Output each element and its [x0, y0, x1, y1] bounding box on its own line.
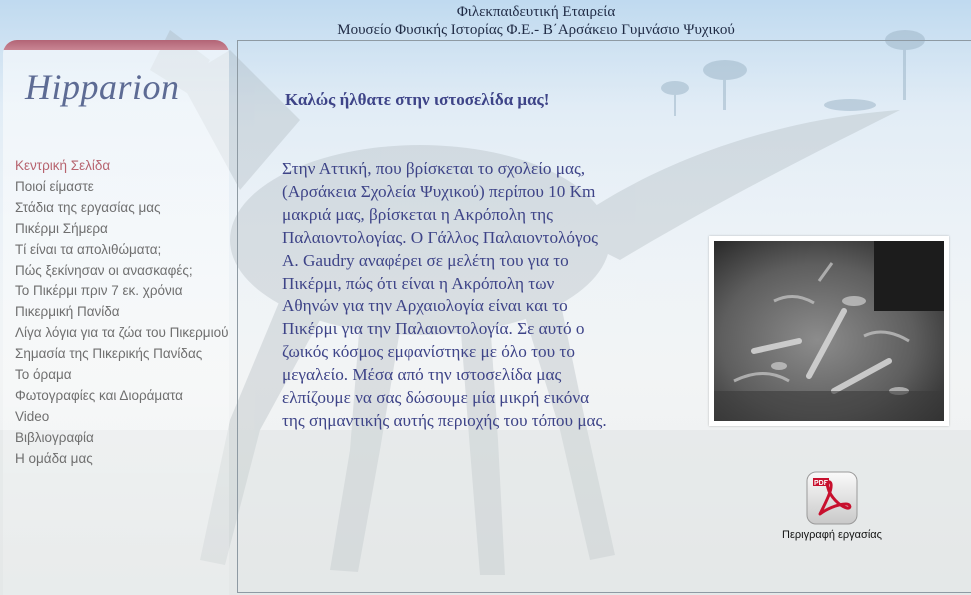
- nav-item-vision[interactable]: Το όραμα: [15, 367, 72, 383]
- nav-item-our-team[interactable]: Η ομάδα μας: [15, 450, 93, 466]
- site-logo[interactable]: Hipparion: [25, 67, 180, 107]
- intro-paragraph: Στην Αττική, που βρίσκεται το σχολείο μας, (Αρσάκεια Σχολεία Ψυχικού) περίπου 10 Km μακριά μας, βρίσκεται η Ακρόπολη της Παλαιοντολογίας. Ο Γάλλος Παλαιοντολόγος Α. Gaudry αναφέρει σε μελέτη του για το Πικέρμι, πώς ότι είναι η Ακρόπολη των Αθηνών για την Αρχαιολογία είναι και το Πικέρμι για την Παλαιοντολογία. Σε αυτό ο ζωικός κόσμος εμφανίστηκε με όλο του το μεγαλείο. Μέσα από την ιστοσελίδα μας ελπίζουμε να σας δώσουμε μία μικρή εικόνα της σημαντικής αυτής περιοχής του τόπου μας.: [282, 159, 607, 430]
- nav-item-animals-of-pikermi[interactable]: Λίγα λόγια για τα ζώα του Πικερμιού: [15, 325, 229, 341]
- project-description-pdf-link[interactable]: [770, 470, 894, 541]
- pdf-icon[interactable]: [805, 470, 859, 526]
- site-header: [0, 4, 971, 40]
- welcome-heading: Καλώς ήλθατε στην ιστοσελίδα μας!: [285, 90, 550, 109]
- nav-item-photos-dioramas[interactable]: Φωτογραφίες και Διοράματα: [15, 387, 183, 403]
- nav-item-pikermi-7m-years[interactable]: Το Πικέρμι πριν 7 εκ. χρόνια: [15, 283, 183, 299]
- nav-item-excavations-start[interactable]: Πώς ξεκίνησαν οι ανασκαφές;: [15, 262, 193, 278]
- nav-item-pikermi-today[interactable]: Πικέρμι Σήμερα: [15, 220, 108, 236]
- nav-item-work-stages[interactable]: Στάδια της εργασίας μας: [15, 199, 161, 215]
- sidebar: [3, 40, 229, 595]
- nav-item-home[interactable]: Κεντρική Σελίδα: [15, 158, 111, 173]
- nav-item-about-us[interactable]: Ποιοί είμαστε: [15, 178, 94, 194]
- header-museum: Μουσείο Φυσικής Ιστορίας Φ.Ε.- Β΄Αρσάκειο Γυμνάσιο Ψυχικού: [337, 22, 735, 38]
- pdf-badge-text: PDF: [814, 480, 828, 487]
- fossil-excavation-photo: [709, 236, 949, 426]
- nav-menu: [15, 156, 229, 470]
- header-organization: Φιλεκπαιδευτική Εταιρεία: [456, 4, 616, 20]
- nav-item-bibliography[interactable]: Βιβλιογραφία: [15, 429, 94, 445]
- nav-item-video[interactable]: Video: [15, 408, 50, 424]
- fossil-image: [714, 241, 944, 421]
- pdf-link-label[interactable]: Περιγραφή εργασίας: [782, 529, 882, 541]
- nav-item-pikermi-fauna[interactable]: Πικερμική Πανίδα: [15, 304, 120, 320]
- nav-item-what-are-fossils[interactable]: Τί είναι τα απολιθώματα;: [15, 241, 162, 257]
- nav-item-fauna-significance[interactable]: Σημασία της Πικερικής Πανίδας: [15, 346, 203, 362]
- sidebar-top-bar: [3, 40, 229, 50]
